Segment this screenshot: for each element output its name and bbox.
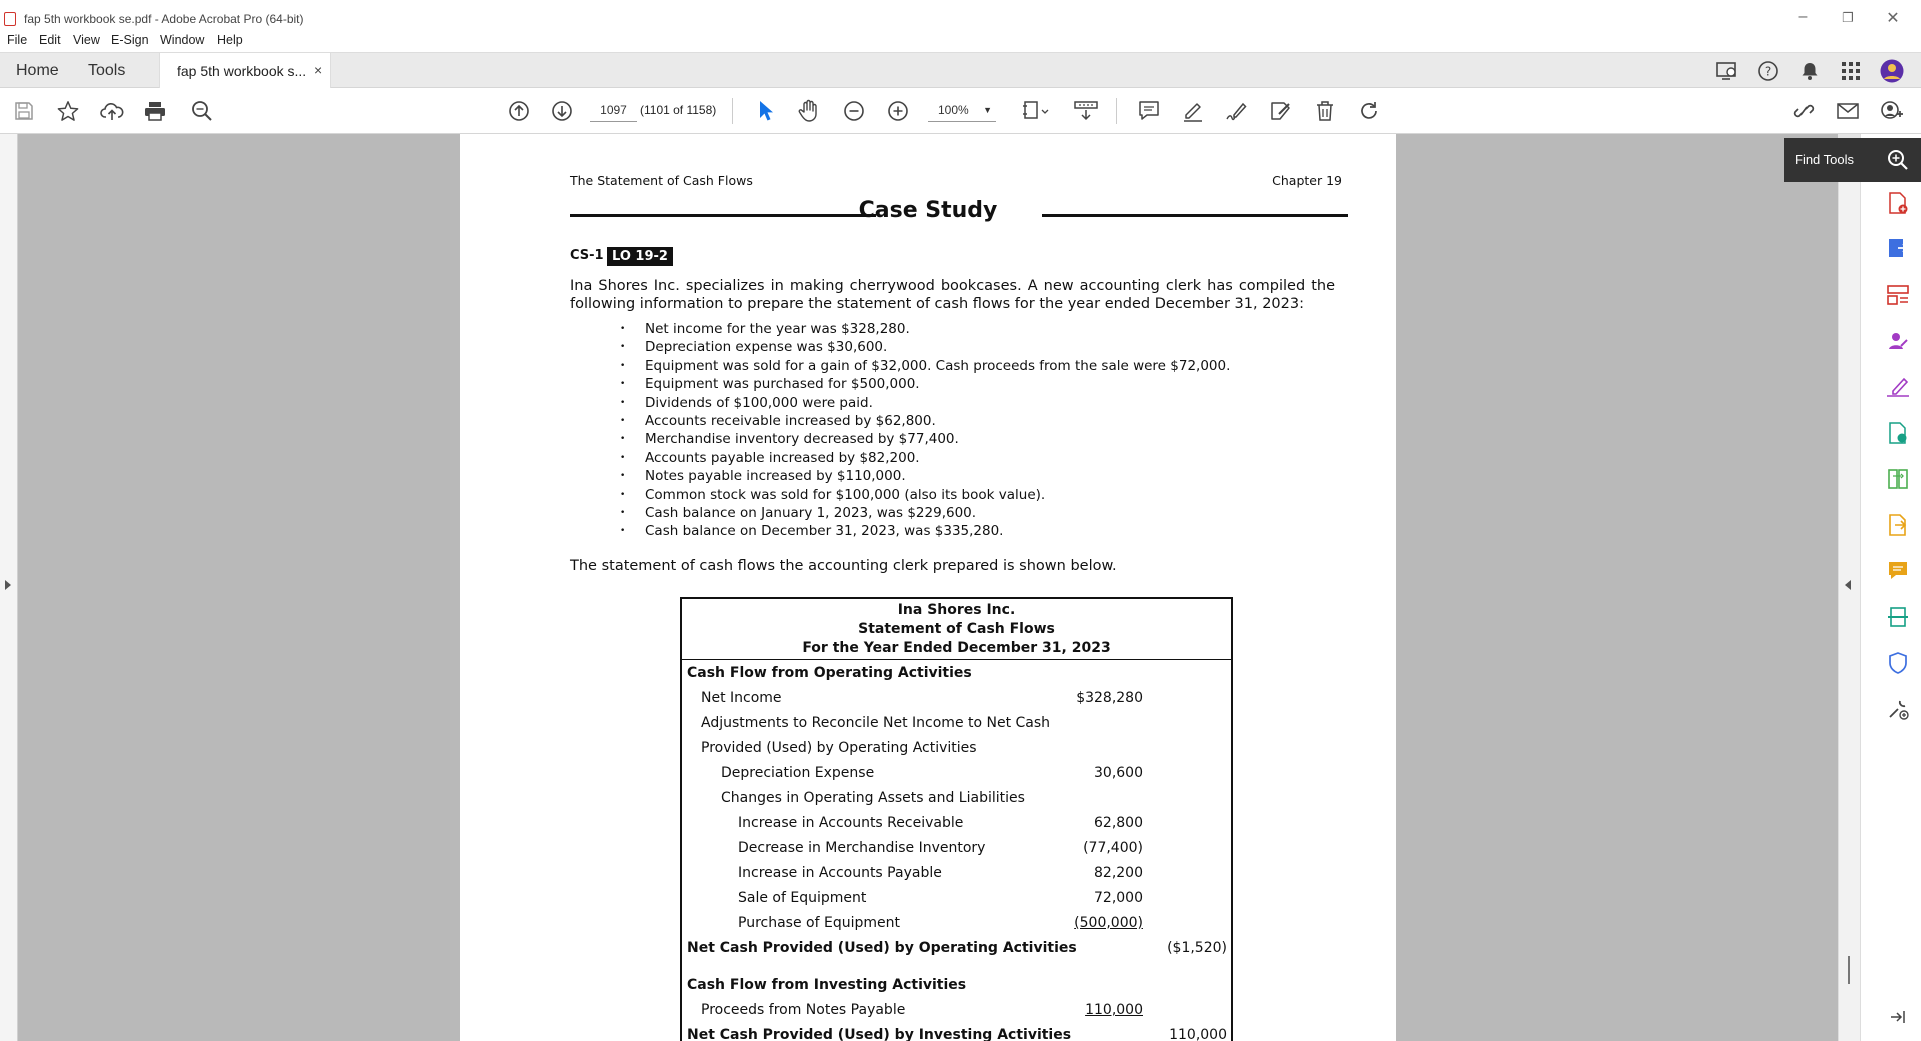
row-label: Net Cash Provided (Used) by Investing Activities [687, 1027, 1072, 1041]
list-item: • Cash balance on January 1, 2023, was $229,600. [620, 504, 1260, 522]
row-amount: 72,000 [1094, 890, 1143, 906]
notifications-bell-icon[interactable] [1798, 59, 1822, 83]
find-tools-tooltip[interactable] [1784, 138, 1921, 182]
list-item: • Net income for the year was $328,280. [620, 320, 1260, 338]
apps-grid-icon[interactable] [1839, 59, 1863, 83]
close-window-button[interactable]: ✕ [1886, 10, 1900, 27]
table-row [682, 663, 1231, 683]
trash-icon[interactable] [1313, 99, 1337, 123]
avatar[interactable] [1880, 59, 1904, 83]
list-item: • Equipment was purchased for $500,000. [620, 375, 1260, 393]
list-item: • Merchandise inventory decreased by $77,400. [620, 430, 1260, 448]
list-item: • Accounts receivable increased by $62,800. [620, 412, 1260, 430]
table-row [682, 838, 1231, 858]
company-name: Ina Shores Inc. [897, 602, 1016, 618]
toolbar [0, 88, 1921, 134]
cursor-icon[interactable] [754, 99, 778, 123]
row-label: Purchase of Equipment [738, 915, 900, 931]
link-icon[interactable] [1792, 99, 1816, 123]
cash-flow-statement [680, 597, 1233, 1041]
tab-document[interactable] [159, 53, 331, 89]
arrow-up-circle-icon[interactable] [507, 99, 531, 123]
restore-button[interactable]: ❐ [1842, 10, 1854, 25]
row-label: Provided (Used) by Operating Activities [701, 740, 977, 756]
row-amount: 82,200 [1094, 865, 1143, 881]
list-item: • Depreciation expense was $30,600. [620, 338, 1260, 356]
menu-view[interactable]: View [73, 33, 100, 47]
facts-list [620, 320, 1260, 541]
create-pdf-icon[interactable] [1885, 190, 1911, 216]
chevron-down-icon: ▼ [983, 105, 992, 115]
menu-esign[interactable]: E-Sign [111, 33, 149, 47]
arrow-down-circle-icon[interactable] [550, 99, 574, 123]
page-count: (1101 of 1158) [640, 103, 717, 117]
list-item: • Accounts payable increased by $82,200. [620, 449, 1260, 467]
search-icon [1886, 148, 1910, 177]
edit-pdf-icon[interactable] [1885, 420, 1911, 446]
row-label: Sale of Equipment [738, 890, 867, 906]
star-icon[interactable] [56, 99, 80, 123]
svg-text:?: ? [1764, 64, 1772, 79]
fill-sign-icon[interactable] [1885, 374, 1911, 400]
row-amount: 62,800 [1094, 815, 1143, 831]
toolbar-divider [1116, 98, 1117, 124]
protect-shield-icon[interactable] [1885, 650, 1911, 676]
table-row [682, 975, 1231, 995]
statement-header [682, 599, 1231, 660]
list-item: • Dividends of $100,000 were paid. [620, 394, 1260, 412]
acrobat-app-icon [4, 12, 16, 26]
running-header-right: Chapter 19 [1272, 173, 1342, 188]
email-icon[interactable] [1836, 99, 1860, 123]
zoom-out-icon[interactable] [842, 99, 866, 123]
table-row [682, 938, 1231, 958]
find-tools-label: Find Tools [1795, 152, 1855, 167]
row-total: ($1,520) [1167, 940, 1227, 956]
row-amount: (500,000) [1074, 915, 1143, 931]
comment-icon[interactable] [1137, 99, 1161, 123]
table-row [682, 888, 1231, 908]
list-item: • Notes payable increased by $110,000. [620, 467, 1260, 485]
chevron-left-icon[interactable] [1845, 580, 1851, 590]
statement-intro: The statement of cash flows the accounting clerk prepared is shown below. [570, 558, 1117, 574]
highlight-pen-icon[interactable] [1181, 99, 1205, 123]
zoom-level-select[interactable] [928, 98, 996, 122]
draw-signature-icon[interactable] [1225, 99, 1249, 123]
title-bar [0, 0, 1921, 32]
user-share-icon[interactable] [1880, 99, 1904, 123]
table-row [682, 913, 1231, 933]
table-row [682, 813, 1231, 833]
help-icon[interactable] [1756, 59, 1780, 83]
save-icon[interactable] [12, 99, 36, 123]
row-amount: 110,000 [1085, 1002, 1143, 1018]
hand-icon[interactable] [797, 99, 821, 123]
row-amount: 30,600 [1094, 765, 1143, 781]
edit-document-icon[interactable] [1269, 99, 1293, 123]
list-item: • Cash balance on December 31, 2023, was $335,280. [620, 522, 1260, 540]
export-pdf-icon[interactable] [1885, 236, 1911, 262]
statement-name: Statement of Cash Flows [858, 621, 1055, 637]
search-icon[interactable] [190, 99, 214, 123]
window-title: fap 5th workbook se.pdf - Adobe Acrobat Pro (64-bit) [24, 12, 304, 26]
statement-period: For the Year Ended December 31, 2023 [802, 640, 1111, 656]
minimize-button[interactable]: – [1798, 8, 1808, 25]
export-document-icon[interactable] [1885, 512, 1911, 538]
zoom-level-value: 100% [938, 103, 969, 117]
row-label: Proceeds from Notes Payable [701, 1002, 906, 1018]
row-label: Cash Flow from Investing Activities [687, 977, 967, 993]
scrollbar-thumb[interactable] [1848, 956, 1850, 984]
tab-document-label: fap 5th workbook s... [177, 63, 307, 79]
row-label: Net Income [701, 690, 782, 706]
right-tools-pane [1860, 134, 1921, 1041]
share-screen-icon[interactable] [1715, 59, 1739, 83]
table-row [682, 738, 1231, 758]
row-amount: $328,280 [1076, 690, 1143, 706]
row-label: Depreciation Expense [721, 765, 875, 781]
left-panel-toggle[interactable] [0, 134, 18, 1041]
running-header-left: The Statement of Cash Flows [570, 173, 753, 188]
row-label: Increase in Accounts Receivable [738, 815, 964, 831]
row-amount: (77,400) [1083, 840, 1143, 856]
row-label: Changes in Operating Assets and Liabilities [721, 790, 1025, 806]
compress-pdf-icon[interactable] [1885, 466, 1911, 492]
menu-window[interactable]: Window [160, 33, 205, 47]
table-row [682, 1000, 1231, 1020]
table-row [682, 788, 1231, 808]
scan-ocr-icon[interactable] [1885, 604, 1911, 630]
toolbar-divider [732, 98, 733, 124]
table-row [682, 1025, 1231, 1041]
list-item: • Equipment was sold for a gain of $32,000. Cash proceeds from the sale were $72,000. [620, 357, 1260, 375]
close-tab-icon[interactable]: × [314, 62, 323, 78]
table-row [682, 763, 1231, 783]
comment-tool-icon[interactable] [1885, 558, 1911, 584]
table-row [682, 688, 1231, 708]
page-number-input[interactable]: 1097 [590, 98, 637, 122]
printer-icon[interactable] [143, 99, 167, 123]
tab-bar [0, 52, 1921, 88]
rotate-icon[interactable] [1357, 99, 1381, 123]
row-label: Adjustments to Reconcile Net Income to Net Cash [701, 715, 1051, 731]
collapse-pane-icon[interactable] [1885, 1004, 1911, 1030]
row-total: 110,000 [1169, 1027, 1227, 1041]
title-rule-right [1042, 214, 1348, 217]
table-row [682, 863, 1231, 883]
menu-edit[interactable]: Edit [39, 33, 61, 47]
pdf-page [460, 134, 1396, 1041]
row-label: Net Cash Provided (Used) by Operating Activities [687, 940, 1077, 956]
tab-tools[interactable]: Tools [88, 62, 126, 79]
scroll-mode-icon[interactable] [1072, 99, 1100, 123]
tab-home[interactable]: Home [16, 62, 59, 79]
menu-bar [0, 32, 1921, 52]
organize-pages-icon[interactable] [1885, 282, 1911, 308]
case-study-number: CS-1 [570, 248, 604, 263]
learning-objective-badge: LO 19-2 [607, 247, 673, 266]
row-label: Cash Flow from Operating Activities [687, 665, 972, 681]
row-label: Decrease in Merchandise Inventory [738, 840, 986, 856]
page-title: Case Study [858, 198, 998, 223]
chevron-right-icon [5, 580, 11, 590]
request-signatures-icon[interactable] [1885, 328, 1911, 354]
table-row [682, 713, 1231, 733]
zoom-in-icon[interactable] [886, 99, 910, 123]
menu-help[interactable]: Help [217, 33, 243, 47]
menu-file[interactable]: File [7, 33, 28, 47]
cloud-upload-icon[interactable] [100, 99, 124, 123]
page-layout-icon[interactable] [1021, 99, 1053, 123]
more-tools-icon[interactable] [1885, 696, 1911, 722]
list-item: • Common stock was sold for $100,000 (also its book value). [620, 486, 1260, 504]
vertical-scrollbar[interactable] [1838, 180, 1860, 1041]
intro-paragraph: Ina Shores Inc. specializes in making cherrywood bookcases. A new accounting clerk has compiled the following information to prepare the statement of cash flows for the year ended December 31, 2023: [570, 278, 1335, 312]
row-label: Increase in Accounts Payable [738, 865, 942, 881]
